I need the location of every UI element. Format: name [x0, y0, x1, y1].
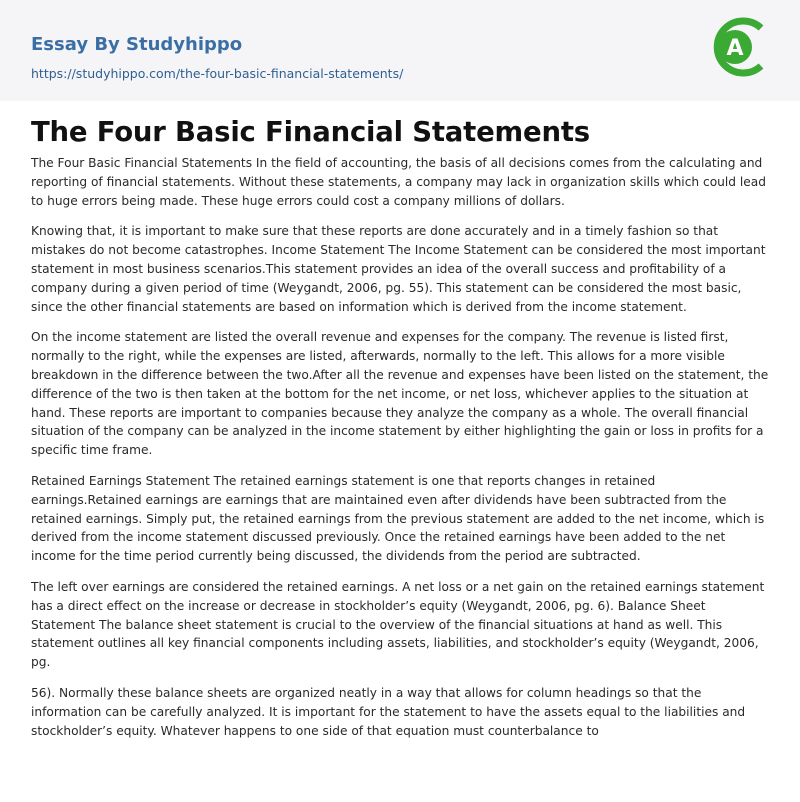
site-brand[interactable]: Essay By Studyhippo — [31, 34, 243, 55]
article-paragraph: Knowing that, it is important to make sure that these reports are done accurately and in a timely fashion so that mistakes do not become catastrophes. Income Statement The Income Statement can be considered the most important statement in most business scenarios.This statement provides an idea of the overall success and profitability of a company during a given period of time (Weygandt, 2006, pg. 55). This statement can be considered the most basic, since the other financial statements are based on information which is derived from the income statement. — [31, 224, 766, 314]
article-paragraph: The left over earnings are considered the retained earnings. A net loss or a net gain on the retained earnings statement has a direct effect on the increase or decrease in stockholder’s equity (Weygandt, 2006, pg. 6). Balance Sheet Statement The balance sheet statement is crucial to the overview of the financial situations at hand as well. This statement outlines all key financial components including assets, liabilities, and stockholder’s equity (Weygandt, 2006, pg. — [31, 579, 765, 670]
article-title: The Four Basic Financial Statements — [31, 116, 590, 148]
studyhippo-logo-icon[interactable] — [712, 14, 772, 80]
article-paragraph: The Four Basic Financial Statements In the field of accounting, the basis of all decisions comes from the calculating and reporting of financial statements. Without these statements, a company may lack in organization skills which could lead to huge errors being made. These huge errors could cost a company millions of dollars. — [31, 156, 766, 208]
site-header — [0, 0, 800, 101]
article-paragraph: Retained Earnings Statement The retained earnings statement is one that reports changes in retained earnings.Retained earnings are earnings that are maintained even after dividends have been subtracted from the retained earnings. Simply put, the retained earnings from the previous statement are added to the net income, which is derived from the income statement discussed previously. Once the retained earnings have been added to the net income for the time period currently being discussed, the dividends from the period are subtracted. — [31, 473, 765, 564]
article-paragraph: 56). Normally these balance sheets are organized neatly in a way that allows for column headings so that the information can be carefully analyzed. It is important for the statement to have the assets equal to the liabilities and stockholder’s equity. Whatever happens to one side of that equation must counterbalance to — [31, 685, 746, 738]
article-url-link[interactable]: https://studyhippo.com/the-four-basic-financial-statements/ — [31, 66, 404, 81]
article-paragraph: On the income statement are listed the overall revenue and expenses for the company. The revenue is listed first, normally to the right, while the expenses are listed, afterwards, normally to the left. This allows for a more visible breakdown in the difference between the two.After all the revenue and expenses have been listed on the statement, the difference of the two is then taken at the bottom for the net income, or net loss, whichever applies to the situation at hand. These reports are important to companies because they analyze the company as a whole. The overall financial situation of the company can be analyzed in the income statement by either highlighting the gain or loss in profits for a specific time frame. — [31, 330, 769, 458]
svg-text:A: A — [726, 36, 744, 61]
article-content — [0, 101, 800, 740]
